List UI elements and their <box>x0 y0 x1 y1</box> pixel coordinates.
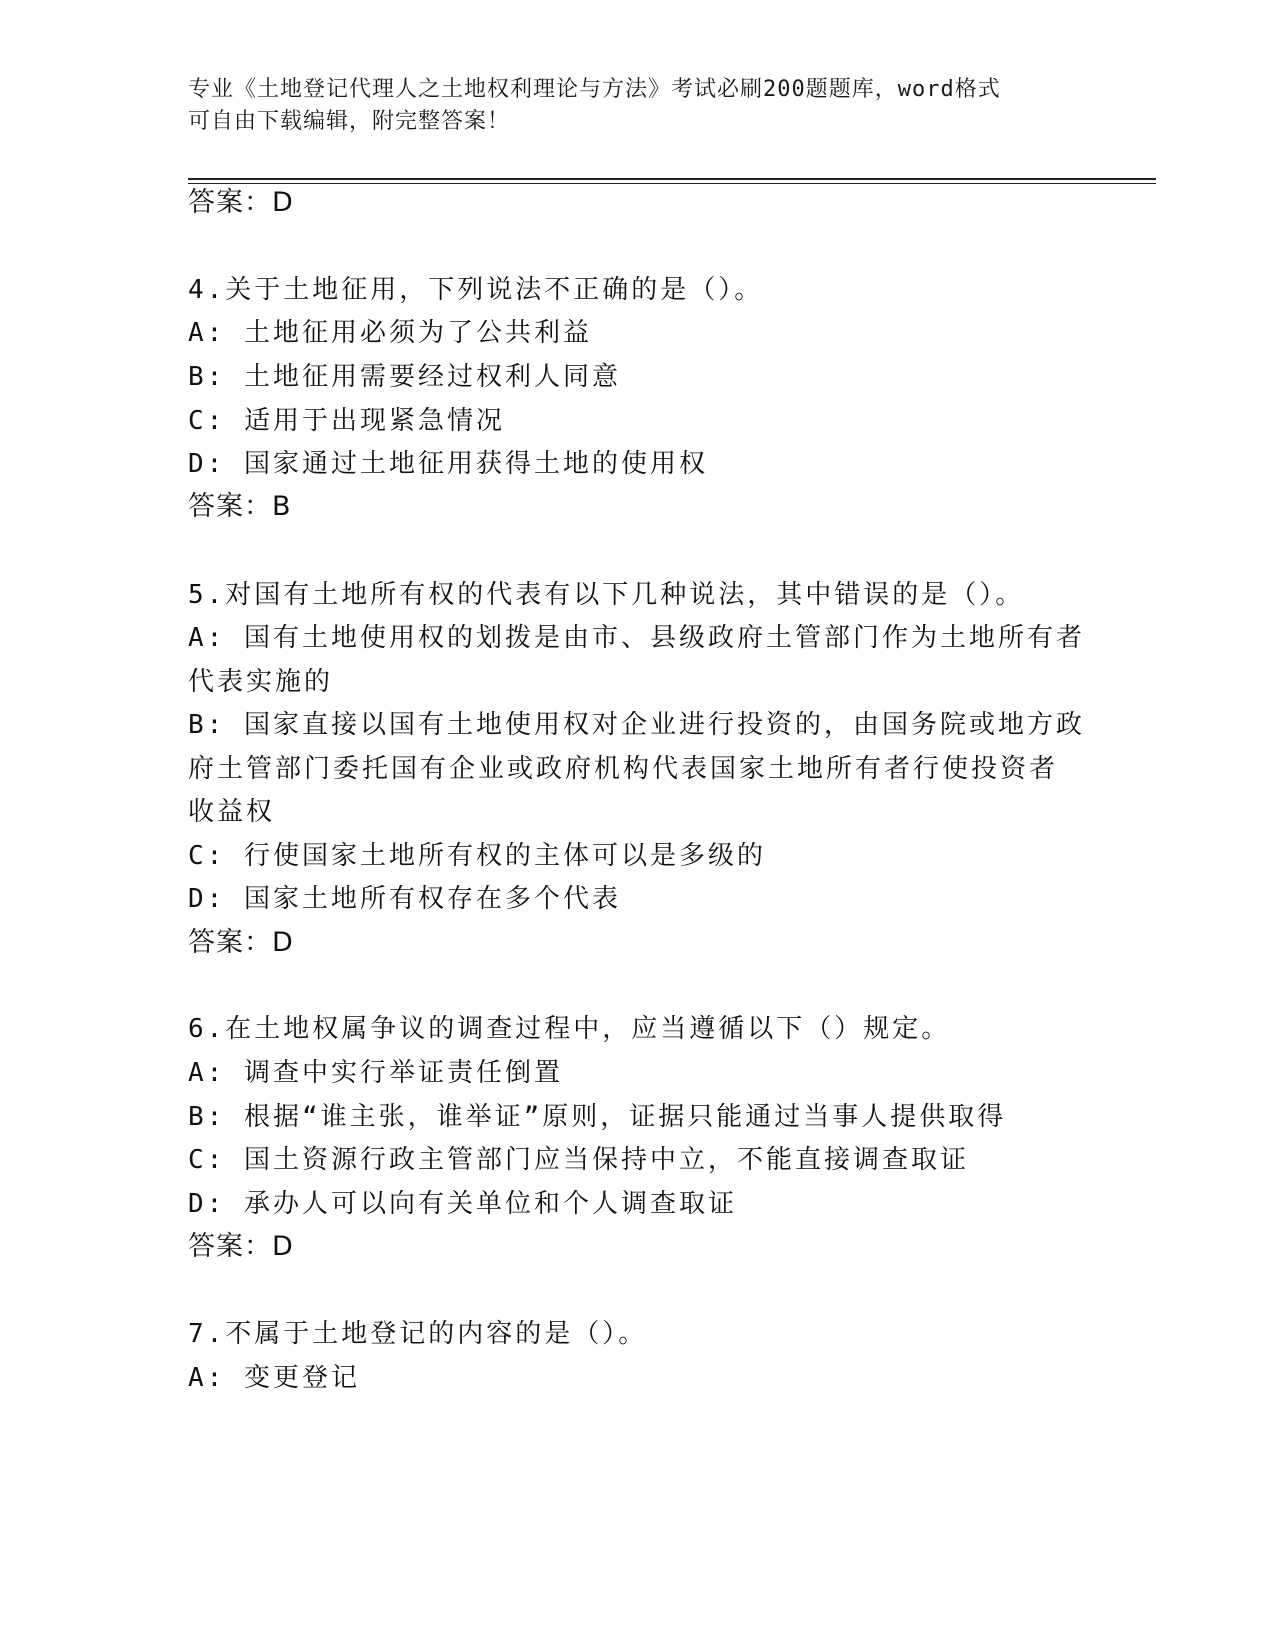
question-6-option-b: B: 根据“谁主张，谁举证”原则，证据只能通过当事人提供取得 <box>188 1102 1007 1132</box>
header-title-line-2: 可自由下载编辑，附完整答案！ <box>188 109 511 134</box>
question-5-option-d: D: 国家土地所有权存在多个代表 <box>188 884 621 914</box>
prev-answer: 答案：D <box>188 187 294 218</box>
question-6-stem: 6.在土地权属争议的调查过程中，应当遵循以下（）规定。 <box>188 1014 951 1044</box>
question-6-answer: 答案：D <box>188 1231 294 1262</box>
question-5-option-b-line-1: B: 国家直接以国有土地使用权对企业进行投资的，由国务院或地方政 <box>188 710 1085 740</box>
question-4-option-a: A: 土地征用必须为了公共利益 <box>188 318 592 348</box>
question-4-answer: 答案：B <box>188 491 292 522</box>
question-4-stem: 4.关于土地征用，下列说法不正确的是（）。 <box>188 275 764 305</box>
question-5-option-a-line-2: 代表实施的 <box>188 667 334 697</box>
question-7-stem: 7.不属于土地登记的内容的是（）。 <box>188 1319 648 1349</box>
question-5-stem: 5.对国有土地所有权的代表有以下几种说法，其中错误的是（）。 <box>188 580 1025 610</box>
question-4-option-d: D: 国家通过土地征用获得土地的使用权 <box>188 449 708 479</box>
question-4-option-c: C: 适用于出现紧急情况 <box>188 406 505 436</box>
question-4-option-b: B: 土地征用需要经过权利人同意 <box>188 362 621 392</box>
page-header <box>188 74 1068 138</box>
question-5-option-a-line-1: A: 国有土地使用权的划拨是由市、县级政府土管部门作为土地所有者 <box>188 623 1085 653</box>
question-7-option-a: A: 变更登记 <box>188 1363 360 1393</box>
question-5-option-b-line-2: 府土管部门委托国有企业或政府机构代表国家土地所有者行使投资者 <box>188 754 1059 784</box>
header-title-line-1: 专业《土地登记代理人之土地权利理论与方法》考试必刷200题题库，word格式 <box>188 77 1001 102</box>
question-6-option-c: C: 国土资源行政主管部门应当保持中立，不能直接调查取证 <box>188 1145 969 1175</box>
question-5-option-c: C: 行使国家土地所有权的主体可以是多级的 <box>188 841 766 871</box>
question-5-answer: 答案：D <box>188 927 294 958</box>
question-5-option-b-line-3: 收益权 <box>188 797 276 827</box>
question-6-option-d: D: 承办人可以向有关单位和个人调查取证 <box>188 1189 737 1219</box>
question-6-option-a: A: 调查中实行举证责任倒置 <box>188 1058 563 1088</box>
